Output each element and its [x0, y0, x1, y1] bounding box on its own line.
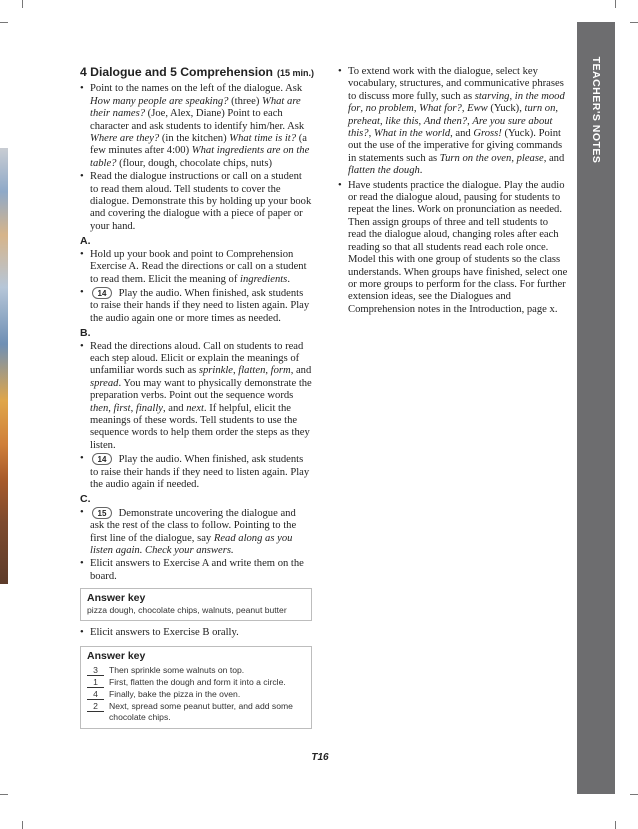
- exercise-label-b: B.: [80, 327, 91, 340]
- answer-text: Next, spread some peanut butter, and add some chocolate chips.: [109, 700, 293, 722]
- bullet-marker: •: [338, 66, 342, 77]
- bullet-item: [80, 558, 312, 583]
- bullet-text: Play the audio. When finished, ask students to raise their hands if they need to listen again. Play the audio again if needed.: [90, 454, 310, 490]
- italic-term: What in the world: [373, 128, 451, 140]
- italic-term: starving: [474, 90, 510, 102]
- italic-term: Turn on the oven: [439, 152, 512, 164]
- bullet-item: [80, 341, 312, 453]
- italic-term: flatten the dough: [348, 165, 420, 177]
- crop-mark: [22, 821, 23, 829]
- italic-term: like this: [385, 115, 419, 127]
- bullet-marker: •: [80, 627, 84, 639]
- bullet-item: [80, 507, 312, 558]
- answer-key-text: pizza dough, chocolate chips, walnuts, peanut butter: [87, 605, 287, 616]
- bullet-marker: •: [80, 453, 84, 465]
- italic-term: in the mood for: [348, 90, 565, 115]
- audio-track-icon: 15: [92, 507, 112, 519]
- answer-key-row: [87, 701, 305, 723]
- italic-term: What are their names?: [90, 95, 301, 120]
- bullet-text: Elicit answers to Exercise B orally.: [90, 627, 239, 639]
- exercise-label-c: C.: [80, 493, 91, 506]
- bullet-marker: •: [80, 83, 84, 95]
- audio-track-icon: 14: [92, 453, 112, 465]
- answer-key-row: [87, 677, 305, 688]
- section-time: (15 min.): [277, 68, 315, 78]
- bullet-item: [80, 171, 312, 233]
- bullet-text: Read the dialogue instructions or call on a student to read them aloud. Tell students to cover the dialogue. Demonstrate this by holding up your book and covering the dialogue with a piece of paper or your hand.: [90, 171, 312, 232]
- italic-term: sprinkle: [198, 365, 233, 377]
- italic-term: ingredients: [240, 273, 288, 285]
- answer-text: Then sprinkle some walnuts on top.: [109, 664, 245, 675]
- decorative-photo-strip: [0, 148, 8, 584]
- answer-key-title: Answer key: [87, 649, 146, 662]
- answer-key-title: Answer key: [87, 592, 146, 605]
- italic-term: preheat: [348, 115, 380, 127]
- italic-term: next: [186, 402, 204, 414]
- italic-term: finally: [135, 402, 163, 414]
- bullet-text: Point to the names on the left of the dialogue. Ask How many people are speaking? (three) What are their names? (Joe, Alex, Diane) Point to each character and ask students to identify him/her. Ask Where are they? (in the kitchen) What time is it? (a few minutes after 4:00) What ingredients are on the table? (flour, dough, chocolate chips, nuts): [90, 83, 310, 169]
- italic-term: What for?: [419, 103, 462, 115]
- italic-term: flatten: [238, 365, 266, 377]
- bullet-item: [338, 66, 568, 178]
- answer-key-box: [80, 646, 312, 729]
- bullet-item: [80, 627, 312, 639]
- bullet-text: Elicit answers to Exercise A and write them on the board.: [90, 558, 304, 582]
- italic-term: no problem: [365, 103, 414, 115]
- bullet-text: To extend work with the dialogue, select key vocabulary, structures, and communicative phrases to discuss more fully, such as starving, in the mood for, no problem, What for?, Eww (Yuck), turn on, preheat, like this, And then?, Are you sure about this?, What in the world, and Gross! (Yuck). Point out the use of the imperative for giving commands in statements such as Turn on the oven, please, and flatten the dough.: [348, 66, 565, 177]
- italic-term: Read along as you listen again. Check your answers.: [90, 532, 293, 557]
- italic-term: Are you sure about this?: [348, 115, 553, 140]
- crop-mark: [615, 821, 616, 829]
- bullet-item: [80, 287, 312, 325]
- answer-key-row: [87, 689, 305, 700]
- teachers-notes-label: TEACHER'S NOTES: [590, 56, 602, 164]
- bullet-item: [338, 180, 568, 316]
- bullet-marker: •: [80, 248, 84, 260]
- answer-key-row: [87, 665, 305, 676]
- bullet-marker: •: [80, 340, 84, 352]
- italic-term: Gross!: [473, 128, 502, 140]
- italic-term: How many people are speaking?: [90, 95, 229, 107]
- answer-text: First, flatten the dough and form it into a circle.: [109, 676, 286, 687]
- crop-mark: [22, 0, 23, 8]
- italic-term: Eww: [467, 103, 488, 115]
- crop-mark: [630, 794, 638, 795]
- bullet-item: [80, 83, 312, 170]
- page-number: T16: [311, 752, 329, 763]
- answer-number: 1: [87, 677, 104, 688]
- bullet-text: Play the audio. When finished, ask students to raise their hands if they need to listen again. Play the audio again one or more times as needed.: [90, 287, 310, 324]
- answer-key-box: [80, 588, 312, 621]
- bullet-text: Read the directions aloud. Call on students to read each step aloud. Elicit or explain the meanings of unfamiliar words such as sprinkle, flatten, form, and spread. You may want to physically demonstrate the preparation verbs. Point out the sequence words then, first, finally, and next. If helpful, elicit the meanings of these words. Tell students to use the sequence words to help them order the steps as they listen.: [90, 340, 312, 451]
- italic-term: form: [270, 365, 291, 377]
- crop-mark: [630, 22, 638, 23]
- bullet-text: Hold up your book and point to Comprehension Exercise A. Read the directions or call on a student to read them. Elicit the meaning of ingredients.: [90, 248, 307, 285]
- italic-term: first: [113, 402, 131, 414]
- italic-term: turn on: [524, 103, 556, 115]
- bullet-text: Have students practice the dialogue. Play the audio or read the dialogue aloud, pausing for students to repeat the lines. Work on pronunciation as needed. Then assign groups of three and tell students to read the dialogue aloud, changing roles after each reading so that all students read each role once. Model this with one group of students so the class understands. When groups have finished, select one or more groups to perform for the class. For further extension ideas, see the Dialogues and Comprehension notes in the Introduction, page x.: [348, 179, 568, 315]
- crop-mark: [0, 22, 8, 23]
- answer-number: 2: [87, 701, 104, 712]
- left-column: [80, 65, 315, 735]
- answer-text: Finally, bake the pizza in the oven.: [109, 688, 241, 699]
- bullet-item: [80, 249, 312, 286]
- italic-term: spread: [90, 377, 119, 389]
- section-heading: [80, 65, 315, 79]
- bullet-marker: •: [80, 506, 84, 518]
- crop-mark: [0, 794, 8, 795]
- bullet-marker: •: [80, 286, 84, 298]
- bullet-marker: •: [80, 171, 84, 183]
- italic-term: What time is it?: [229, 133, 297, 145]
- crop-mark: [615, 0, 616, 8]
- answer-number: 4: [87, 689, 104, 700]
- italic-term: please: [516, 152, 544, 164]
- section-title: 4 Dialogue and 5 Comprehension: [80, 65, 274, 79]
- right-column: [338, 66, 568, 317]
- italic-term: then: [90, 402, 109, 414]
- bullet-marker: •: [80, 558, 84, 570]
- italic-term: What ingredients are on the table?: [90, 145, 310, 169]
- bullet-text: Demonstrate uncovering the dialogue and ask the rest of the class to follow. Pointing to the first line of the dialogue, say Read along as you listen again. Check your answers.: [90, 507, 297, 557]
- italic-term: And then?: [423, 115, 468, 127]
- bullet-item: [80, 453, 312, 491]
- audio-track-icon: 14: [92, 287, 112, 299]
- bullet-marker: •: [338, 179, 342, 191]
- italic-term: Where are they?: [90, 133, 160, 145]
- answer-number: 3: [87, 665, 104, 676]
- exercise-label-a: A.: [80, 235, 91, 248]
